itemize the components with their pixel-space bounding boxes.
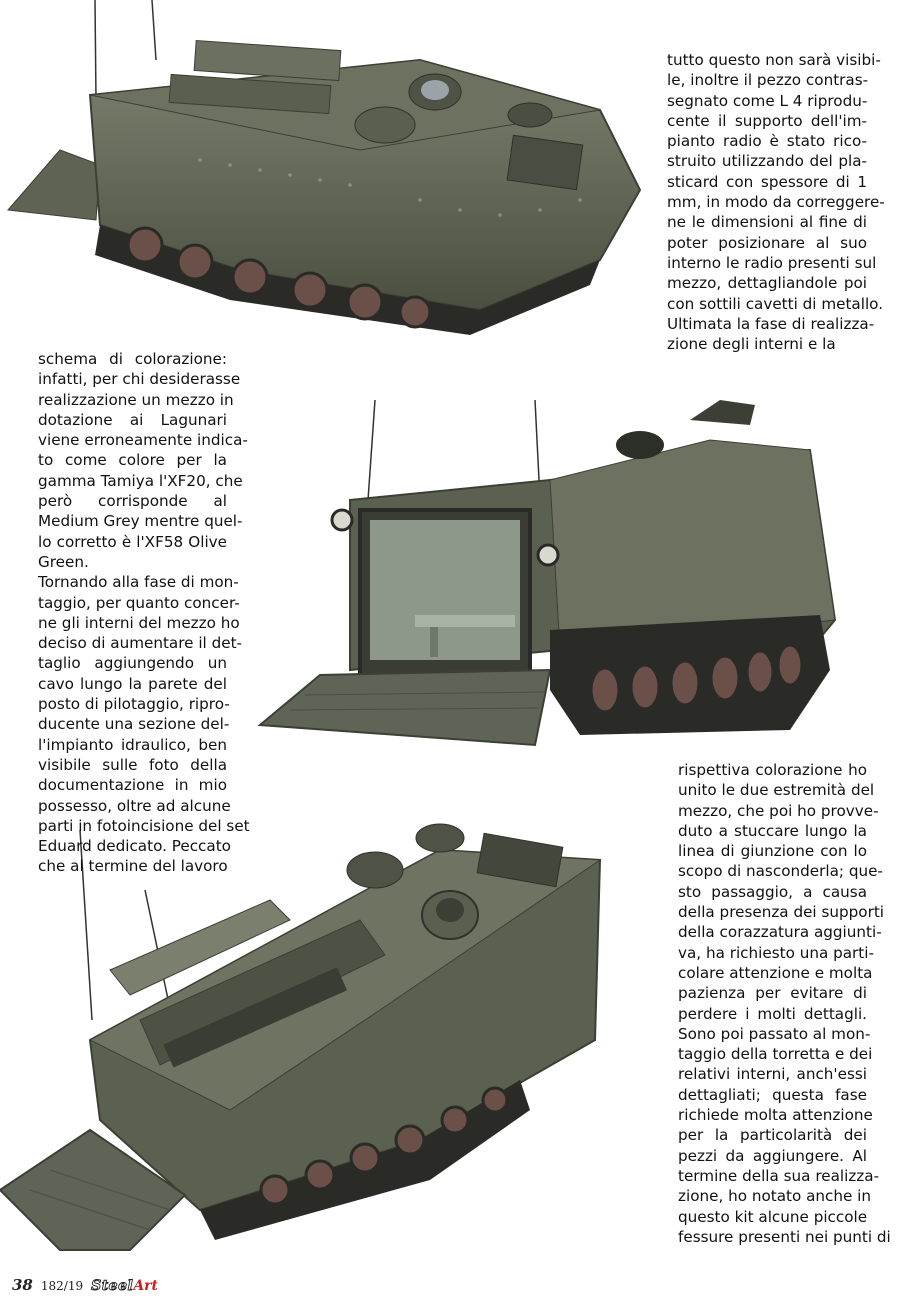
text-line: duto a stuccare lungo la <box>678 821 867 840</box>
text-line: cente il supporto dell'im- <box>667 111 867 130</box>
text-line: Tornando alla fase di mon- <box>38 573 239 592</box>
magazine-logo <box>91 1278 158 1294</box>
text-line: schema di colorazione: <box>38 350 227 368</box>
text-line: per la particolarità dei <box>678 1126 867 1145</box>
text-line: perdere i molti dettagli. <box>678 1004 867 1023</box>
text-line: unito le due estremità del <box>678 781 875 800</box>
photo-middle-vehicle-rear-open <box>250 390 850 770</box>
page-number: 38 <box>12 1276 33 1294</box>
photo-bottom-vehicle-top-view <box>0 810 640 1260</box>
text-line: va, ha richiesto una parti- <box>678 943 874 962</box>
text-line: Eduard dedicato. Peccato <box>38 837 231 856</box>
article-column-right-bottom <box>678 760 891 1247</box>
photo-top-vehicle-model <box>0 0 660 350</box>
text-line: possesso, oltre ad alcune <box>38 796 231 815</box>
text-line: gamma Tamiya l'XF20, che <box>38 471 243 490</box>
text-line: richiede molta attenzione <box>678 1106 873 1125</box>
text-line: Green. <box>38 552 89 571</box>
text-line: colare attenzione e molta <box>678 963 873 982</box>
text-line: l'impianto idraulico, ben <box>38 735 227 754</box>
text-line: mm, in modo da correggere- <box>667 193 885 212</box>
text-line: mezzo, che poi ho provve- <box>678 801 879 820</box>
logo-steel: Steel <box>91 1278 134 1294</box>
text-line: pazienza per evitare di <box>678 984 867 1003</box>
text-line: dotazione ai Lagunari <box>38 410 227 429</box>
page-footer <box>12 1276 158 1298</box>
text-line: taggio della torretta e dei <box>678 1045 873 1064</box>
text-line: to come colore per la <box>38 451 227 470</box>
text-line: segnato come L 4 riprodu- <box>667 91 868 110</box>
text-line: termine della sua realizza- <box>678 1166 880 1185</box>
text-line: documentazione in mio <box>38 776 227 795</box>
text-line: che al termine del lavoro <box>38 857 228 876</box>
article-column-right-top <box>667 50 885 354</box>
text-line: taggio, per quanto concer- <box>38 593 240 612</box>
text-line: infatti, per chi desiderasse <box>38 370 241 389</box>
text-line: poter posizionare al suo <box>667 233 867 252</box>
text-line: pianto radio è stato rico- <box>667 132 867 151</box>
text-line: le, inoltre il pezzo contras- <box>667 71 869 90</box>
text-line: della corazzatura aggiunti- <box>678 923 882 942</box>
text-line: realizzazione un mezzo in <box>38 390 234 409</box>
text-line: Medium Grey mentre quel- <box>38 512 243 531</box>
text-line: della presenza dei supporti <box>678 903 885 922</box>
text-line: taglio aggiungendo un <box>38 654 227 673</box>
text-line: con sottili cavetti di metallo. <box>667 294 884 313</box>
text-line: zione, ho notato anche in <box>678 1187 872 1206</box>
text-line: Ultimata la fase di realizza- <box>667 314 875 333</box>
issue-number: 182/19 <box>40 1279 84 1293</box>
text-line: ne gli interni del mezzo ho <box>38 613 240 632</box>
text-line: visibile sulle foto della <box>38 755 227 774</box>
text-line: viene erroneamente indica- <box>38 431 248 450</box>
text-line: lo corretto è l'XF58 Olive <box>38 532 227 551</box>
text-line: sto passaggio, a causa <box>678 882 867 901</box>
text-line: posto di pilotaggio, ripro- <box>38 695 230 714</box>
text-line: rispettiva colorazione ho <box>678 761 867 779</box>
text-line: sticard con spessore di 1 <box>667 172 867 191</box>
logo-art: Art <box>133 1278 159 1294</box>
text-line: però corrisponde al <box>38 492 227 511</box>
text-line: fessure presenti nei punti di <box>678 1227 891 1246</box>
text-line: struito utilizzando del pla- <box>667 152 867 171</box>
text-line: Sono poi passato al mon- <box>678 1024 871 1043</box>
text-line: linea di giunzione con lo <box>678 842 867 861</box>
text-line: scopo di nasconderla; que- <box>678 862 883 881</box>
text-line: dettagliati; questa fase <box>678 1085 867 1104</box>
text-line: cavo lungo la parete del <box>38 674 227 693</box>
text-line: tutto questo non sarà visibi- <box>667 51 881 69</box>
text-line: relativi interni, anch'essi <box>678 1065 867 1084</box>
text-line: parti in fotoincisione del set <box>38 816 250 835</box>
text-line: pezzi da aggiungere. Al <box>678 1146 867 1165</box>
text-line: interno le radio presenti sul <box>667 253 877 272</box>
article-column-left <box>38 349 250 877</box>
text-line: ducente una sezione del- <box>38 715 230 734</box>
text-line: zione degli interni e la <box>667 335 836 354</box>
text-line: deciso di aumentare il det- <box>38 634 243 653</box>
text-line: mezzo, dettagliandole poi <box>667 274 867 293</box>
text-line: ne le dimensioni al fine di <box>667 213 867 232</box>
text-line: questo kit alcune piccole <box>678 1207 868 1226</box>
